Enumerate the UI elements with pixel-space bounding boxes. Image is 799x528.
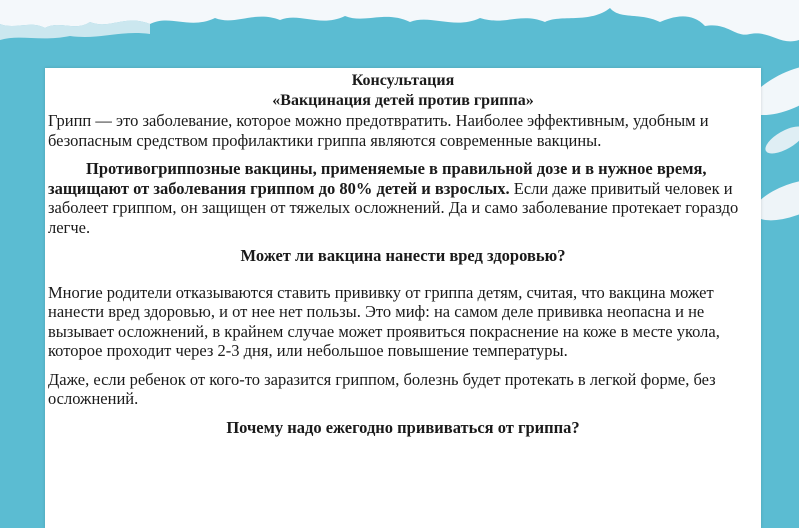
paragraph-efficacy — [48, 159, 758, 237]
paragraph-mild-form: Даже, если ребенок от кого-то заразится гриппом, болезнь будет протекать в легкой форме, без осложнений. — [48, 369, 716, 408]
paragraph-myth: Многие родители отказываются ставить прививку от гриппа детям, считая, что вакцина может нанести вред здоровью, и от нее нет пользы. Это миф: на самом деле прививка неопасна и не вызывает осложнений, в крайнем случае может проявиться покраснение на коже в месте укола, которое проходит через 2-3 дня, или небольшое повышение температуры. — [48, 282, 720, 360]
doc-title-line2: «Вакцинация детей против гриппа» — [272, 92, 534, 109]
efficacy-bold-text: Противогриппозные вакцины, применяемые в правильной дозе и в нужное время, защищают от заболевания гриппом до 80% детей и взрослых. — [48, 159, 707, 198]
document-page — [45, 68, 761, 528]
efficacy-rest-text: Если даже привитый человек и заболеет гриппом, он защищен от тяжелых осложнений. Да и само заболевание протекает гораздо легче. — [48, 178, 739, 237]
section-heading-annual: Почему надо ежегодно прививаться от гриппа? — [226, 417, 580, 437]
section-heading-harm: Может ли вакцина нанести вред здоровью? — [240, 246, 566, 265]
paragraph-intro: Грипп — это заболевание, которое можно предотвратить. Наиболее эффективным, удобным и безопасным средством профилактики гриппа являются современные вакцины. — [48, 111, 709, 150]
document-content — [45, 68, 761, 438]
doc-title-line1: Консультация — [351, 72, 455, 89]
